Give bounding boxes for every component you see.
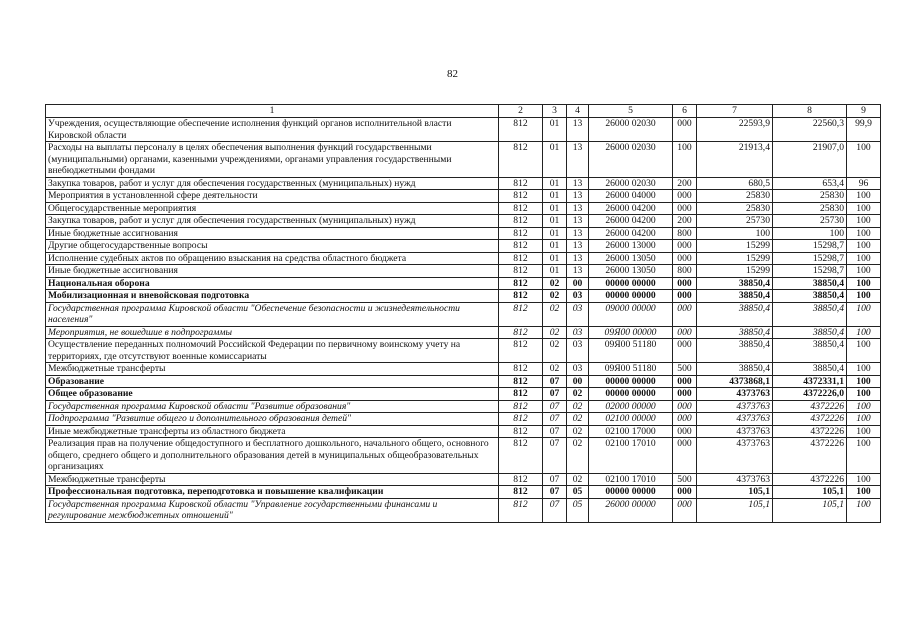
expense-type-code: 800 [673,265,697,278]
subsection-code: 13 [567,202,589,215]
percent-executed: 100 [847,142,881,178]
executed-amount: 15298,7 [773,240,847,253]
target-article-code: 09Я00 00000 [589,326,673,339]
table-row [46,339,881,363]
planned-amount: 4373763 [697,413,773,426]
target-article-code: 26000 02030 [589,118,673,142]
expense-type-code: 500 [673,363,697,376]
expense-type-code: 000 [673,486,697,499]
planned-amount: 15299 [697,265,773,278]
subsection-code: 13 [567,215,589,228]
row-name: Государственная программа Кировской области "Обеспечение безопасности и жизнедеятельности населения" [46,302,499,326]
target-article-code: 26000 13000 [589,240,673,253]
admin-code: 812 [499,240,543,253]
column-header: 2 [499,105,543,118]
admin-code: 812 [499,190,543,203]
row-name: Мобилизационная и вневойсковая подготовка [46,290,499,303]
section-code: 01 [543,240,567,253]
section-code: 01 [543,202,567,215]
planned-amount: 22593,9 [697,118,773,142]
expense-type-code: 000 [673,302,697,326]
percent-executed: 100 [847,190,881,203]
percent-executed: 100 [847,425,881,438]
row-name: Реализация прав на получение общедоступного и бесплатного дошкольного, начального общего, основного общего, среднего общего и дополнительного образования детей в муниципальных общеобразовательных организациях [46,438,499,474]
target-article-code: 09000 00000 [589,302,673,326]
expense-type-code: 000 [673,240,697,253]
row-name: Осуществление переданных полномочий Российской Федерации по первичному воинскому учету на территориях, где отсутствуют военные комиссариаты [46,339,499,363]
column-header: 4 [567,105,589,118]
row-name: Общегосударственные мероприятия [46,202,499,215]
percent-executed: 100 [847,363,881,376]
expense-type-code: 000 [673,425,697,438]
table-row [46,177,881,190]
percent-executed: 100 [847,388,881,401]
admin-code: 812 [499,486,543,499]
table-row [46,486,881,499]
section-code: 02 [543,290,567,303]
admin-code: 812 [499,202,543,215]
planned-amount: 38850,4 [697,326,773,339]
table-row [46,363,881,376]
executed-amount: 38850,4 [773,339,847,363]
percent-executed: 100 [847,252,881,265]
expense-type-code: 000 [673,277,697,290]
subsection-code: 03 [567,363,589,376]
executed-amount: 22560,3 [773,118,847,142]
expense-type-code: 000 [673,413,697,426]
planned-amount: 25830 [697,202,773,215]
percent-executed: 100 [847,339,881,363]
table-row [46,277,881,290]
table-row [46,290,881,303]
section-code: 02 [543,363,567,376]
table-row [46,252,881,265]
section-code: 01 [543,142,567,178]
target-article-code: 26000 04000 [589,190,673,203]
table-row [46,142,881,178]
row-name: Учреждения, осуществляющие обеспечение исполнения функций органов исполнительной власти Кировской области [46,118,499,142]
subsection-code: 02 [567,400,589,413]
table-row [46,190,881,203]
expense-type-code: 000 [673,252,697,265]
planned-amount: 38850,4 [697,277,773,290]
row-name: Мероприятия в установленной сфере деятельности [46,190,499,203]
target-article-code: 00000 00000 [589,486,673,499]
section-code: 01 [543,118,567,142]
subsection-code: 03 [567,290,589,303]
executed-amount: 38850,4 [773,290,847,303]
table-row [46,498,881,522]
section-code: 01 [543,177,567,190]
row-name: Подпрограмма "Развитие общего и дополнительного образования детей" [46,413,499,426]
header-row [46,105,881,118]
section-code: 01 [543,227,567,240]
table-row [46,265,881,278]
percent-executed: 100 [847,302,881,326]
planned-amount: 38850,4 [697,339,773,363]
expense-type-code: 000 [673,400,697,413]
admin-code: 812 [499,413,543,426]
subsection-code: 13 [567,240,589,253]
executed-amount: 4372226 [773,438,847,474]
section-code: 07 [543,400,567,413]
column-header: 3 [543,105,567,118]
subsection-code: 02 [567,413,589,426]
planned-amount: 4373763 [697,400,773,413]
subsection-code: 02 [567,438,589,474]
table-row [46,388,881,401]
table-row [46,438,881,474]
planned-amount: 100 [697,227,773,240]
percent-executed: 100 [847,486,881,499]
section-code: 07 [543,473,567,486]
percent-executed: 100 [847,400,881,413]
planned-amount: 15299 [697,240,773,253]
section-code: 01 [543,190,567,203]
admin-code: 812 [499,326,543,339]
executed-amount: 653,4 [773,177,847,190]
planned-amount: 25730 [697,215,773,228]
target-article-code: 02100 00000 [589,413,673,426]
admin-code: 812 [499,363,543,376]
planned-amount: 4373763 [697,473,773,486]
target-article-code: 26000 13050 [589,265,673,278]
planned-amount: 21913,4 [697,142,773,178]
target-article-code: 26000 00000 [589,498,673,522]
column-header: 7 [697,105,773,118]
target-article-code: 00000 00000 [589,290,673,303]
row-name: Профессиональная подготовка, переподготовка и повышение квалификации [46,486,499,499]
target-article-code: 26000 04200 [589,215,673,228]
column-header: 9 [847,105,881,118]
admin-code: 812 [499,302,543,326]
admin-code: 812 [499,375,543,388]
row-name: Мероприятия, не вошедшие в подпрограммы [46,326,499,339]
table-row [46,302,881,326]
planned-amount: 4373868,1 [697,375,773,388]
table-row [46,118,881,142]
section-code: 07 [543,438,567,474]
column-header: 1 [46,105,499,118]
target-article-code: 26000 04200 [589,202,673,215]
percent-executed: 100 [847,375,881,388]
section-code: 02 [543,277,567,290]
table-row [46,240,881,253]
planned-amount: 680,5 [697,177,773,190]
percent-executed: 99,9 [847,118,881,142]
table-row [46,473,881,486]
section-code: 01 [543,265,567,278]
subsection-code: 03 [567,302,589,326]
row-name: Закупка товаров, работ и услуг для обеспечения государственных (муниципальных) нужд [46,177,499,190]
executed-amount: 4372226 [773,425,847,438]
planned-amount: 15299 [697,252,773,265]
executed-amount: 15298,7 [773,265,847,278]
section-code: 01 [543,215,567,228]
subsection-code: 13 [567,142,589,178]
section-code: 01 [543,252,567,265]
subsection-code: 02 [567,425,589,438]
expense-type-code: 500 [673,473,697,486]
subsection-code: 13 [567,252,589,265]
row-name: Государственная программа Кировской области "Развитие образования" [46,400,499,413]
table-row [46,227,881,240]
admin-code: 812 [499,498,543,522]
percent-executed: 100 [847,202,881,215]
target-article-code: 26000 02030 [589,177,673,190]
subsection-code: 02 [567,388,589,401]
section-code: 07 [543,425,567,438]
table-row [46,400,881,413]
percent-executed: 100 [847,438,881,474]
table-row [46,326,881,339]
target-article-code: 02100 17010 [589,473,673,486]
executed-amount: 100 [773,227,847,240]
expense-type-code: 000 [673,190,697,203]
expense-type-code: 000 [673,118,697,142]
planned-amount: 4373763 [697,388,773,401]
executed-amount: 15298,7 [773,252,847,265]
percent-executed: 96 [847,177,881,190]
target-article-code: 00000 00000 [589,375,673,388]
executed-amount: 38850,4 [773,277,847,290]
admin-code: 812 [499,252,543,265]
row-name: Расходы на выплаты персоналу в целях обеспечения выполнения функций государственными (муниципальными) органами, казенными учреждениями, органами управления государственными внебюджетными фондами [46,142,499,178]
target-article-code: 00000 00000 [589,388,673,401]
subsection-code: 13 [567,265,589,278]
row-name: Национальная оборона [46,277,499,290]
row-name: Государственная программа Кировской области "Управление государственными финансами и регулирование межбюджетных отношений" [46,498,499,522]
subsection-code: 13 [567,177,589,190]
subsection-code: 00 [567,277,589,290]
target-article-code: 02000 00000 [589,400,673,413]
percent-executed: 100 [847,290,881,303]
planned-amount: 25830 [697,190,773,203]
percent-executed: 100 [847,413,881,426]
percent-executed: 100 [847,498,881,522]
target-article-code: 00000 00000 [589,277,673,290]
admin-code: 812 [499,265,543,278]
section-code: 02 [543,326,567,339]
table-row [46,413,881,426]
budget-table [45,104,881,523]
admin-code: 812 [499,473,543,486]
admin-code: 812 [499,177,543,190]
expense-type-code: 800 [673,227,697,240]
section-code: 02 [543,339,567,363]
executed-amount: 4372331,1 [773,375,847,388]
column-header: 5 [589,105,673,118]
table-row [46,375,881,388]
planned-amount: 38850,4 [697,290,773,303]
target-article-code: 02100 17010 [589,438,673,474]
expense-type-code: 200 [673,177,697,190]
target-article-code: 26000 04200 [589,227,673,240]
table-row [46,202,881,215]
expense-type-code: 000 [673,202,697,215]
subsection-code: 13 [567,118,589,142]
row-name: Другие общегосударственные вопросы [46,240,499,253]
executed-amount: 4372226 [773,400,847,413]
target-article-code: 02100 17000 [589,425,673,438]
section-code: 07 [543,413,567,426]
executed-amount: 4372226 [773,413,847,426]
expense-type-code: 000 [673,290,697,303]
percent-executed: 100 [847,215,881,228]
admin-code: 812 [499,290,543,303]
row-name: Межбюджетные трансферты [46,363,499,376]
percent-executed: 100 [847,473,881,486]
admin-code: 812 [499,227,543,240]
executed-amount: 38850,4 [773,363,847,376]
subsection-code: 03 [567,339,589,363]
executed-amount: 25830 [773,202,847,215]
expense-type-code: 200 [673,215,697,228]
planned-amount: 38850,4 [697,302,773,326]
row-name: Иные бюджетные ассигнования [46,227,499,240]
executed-amount: 25830 [773,190,847,203]
expense-type-code: 000 [673,339,697,363]
planned-amount: 105,1 [697,498,773,522]
section-code: 07 [543,486,567,499]
admin-code: 812 [499,425,543,438]
subsection-code: 13 [567,190,589,203]
expense-type-code: 100 [673,142,697,178]
planned-amount: 4373763 [697,438,773,474]
row-name: Общее образование [46,388,499,401]
expense-type-code: 000 [673,388,697,401]
executed-amount: 38850,4 [773,326,847,339]
subsection-code: 00 [567,375,589,388]
executed-amount: 25730 [773,215,847,228]
section-code: 02 [543,302,567,326]
subsection-code: 05 [567,486,589,499]
admin-code: 812 [499,339,543,363]
subsection-code: 02 [567,473,589,486]
percent-executed: 100 [847,277,881,290]
subsection-code: 13 [567,227,589,240]
planned-amount: 38850,4 [697,363,773,376]
section-code: 07 [543,375,567,388]
row-name: Иные бюджетные ассигнования [46,265,499,278]
expense-type-code: 000 [673,375,697,388]
executed-amount: 105,1 [773,486,847,499]
admin-code: 812 [499,400,543,413]
target-article-code: 26000 13050 [589,252,673,265]
percent-executed: 100 [847,240,881,253]
column-header: 6 [673,105,697,118]
row-name: Образование [46,375,499,388]
planned-amount: 105,1 [697,486,773,499]
executed-amount: 21907,0 [773,142,847,178]
admin-code: 812 [499,118,543,142]
admin-code: 812 [499,215,543,228]
percent-executed: 100 [847,326,881,339]
executed-amount: 4372226 [773,473,847,486]
table-row [46,425,881,438]
percent-executed: 100 [847,265,881,278]
executed-amount: 38850,4 [773,302,847,326]
column-header: 8 [773,105,847,118]
row-name: Закупка товаров, работ и услуг для обеспечения государственных (муниципальных) нужд [46,215,499,228]
section-code: 07 [543,388,567,401]
expense-type-code: 000 [673,438,697,474]
admin-code: 812 [499,277,543,290]
section-code: 07 [543,498,567,522]
subsection-code: 03 [567,326,589,339]
table-row [46,215,881,228]
planned-amount: 4373763 [697,425,773,438]
row-name: Иные межбюджетные трансферты из областного бюджета [46,425,499,438]
target-article-code: 09Я00 51180 [589,339,673,363]
target-article-code: 09Я00 51180 [589,363,673,376]
row-name: Исполнение судебных актов по обращению взыскания на средства областного бюджета [46,252,499,265]
executed-amount: 4372226,0 [773,388,847,401]
admin-code: 812 [499,388,543,401]
page-number: 82 [447,68,458,80]
row-name: Межбюджетные трансферты [46,473,499,486]
percent-executed: 100 [847,227,881,240]
admin-code: 812 [499,438,543,474]
admin-code: 812 [499,142,543,178]
subsection-code: 05 [567,498,589,522]
target-article-code: 26000 02030 [589,142,673,178]
executed-amount: 105,1 [773,498,847,522]
expense-type-code: 000 [673,498,697,522]
expense-type-code: 000 [673,326,697,339]
